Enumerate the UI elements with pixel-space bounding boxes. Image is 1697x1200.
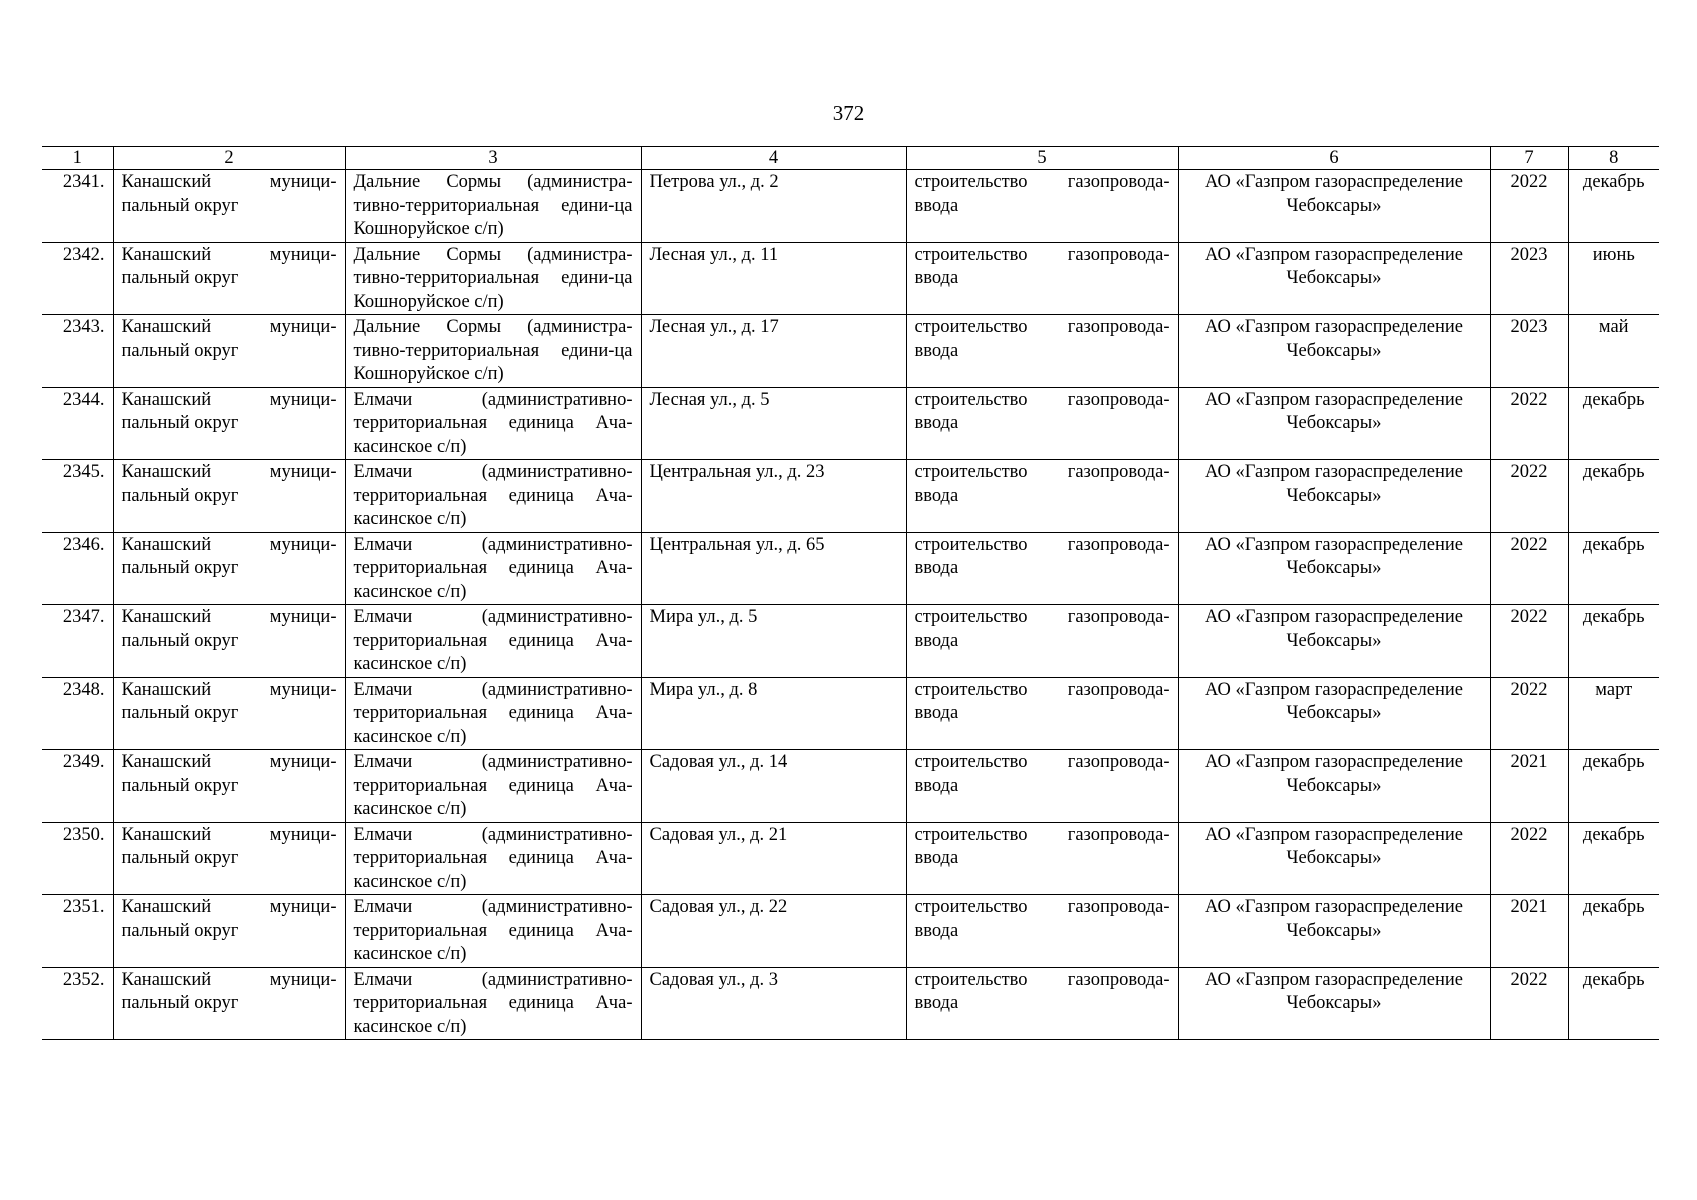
year-cell: 2022 <box>1490 387 1568 460</box>
work-type-cell: строительство газопровода-ввода <box>906 242 1178 315</box>
year-cell: 2022 <box>1490 532 1568 605</box>
year-cell: 2022 <box>1490 967 1568 1040</box>
table-row <box>42 315 1659 388</box>
organization-cell: АО «Газпром газораспределение Чебоксары» <box>1178 242 1490 315</box>
work-type-cell: строительство газопровода-ввода <box>906 170 1178 243</box>
organization-cell: АО «Газпром газораспределение Чебоксары» <box>1178 677 1490 750</box>
row-number-cell: 2346. <box>42 532 113 605</box>
row-number-cell: 2341. <box>42 170 113 243</box>
gasification-table <box>42 146 1659 1040</box>
district-cell: Канашский муници-пальный округ <box>113 387 345 460</box>
column-number-row <box>42 147 1659 170</box>
table-body <box>42 170 1659 1040</box>
locality-cell: Елмачи (административно-территориальная единица Ача-касинское с/п) <box>345 895 641 968</box>
column-header: 1 <box>42 147 113 170</box>
address-cell: Лесная ул., д. 5 <box>641 387 906 460</box>
address-cell: Мира ул., д. 8 <box>641 677 906 750</box>
month-cell: декабрь <box>1568 822 1659 895</box>
organization-cell: АО «Газпром газораспределение Чебоксары» <box>1178 387 1490 460</box>
table-row <box>42 532 1659 605</box>
organization-cell: АО «Газпром газораспределение Чебоксары» <box>1178 460 1490 533</box>
address-cell: Садовая ул., д. 22 <box>641 895 906 968</box>
row-number-cell: 2347. <box>42 605 113 678</box>
row-number-cell: 2348. <box>42 677 113 750</box>
row-number-cell: 2344. <box>42 387 113 460</box>
column-header: 2 <box>113 147 345 170</box>
work-type-cell: строительство газопровода-ввода <box>906 677 1178 750</box>
work-type-cell: строительство газопровода-ввода <box>906 895 1178 968</box>
work-type-cell: строительство газопровода-ввода <box>906 387 1178 460</box>
year-cell: 2022 <box>1490 170 1568 243</box>
table-row <box>42 677 1659 750</box>
table-row <box>42 750 1659 823</box>
column-header: 6 <box>1178 147 1490 170</box>
address-cell: Петрова ул., д. 2 <box>641 170 906 243</box>
month-cell: декабрь <box>1568 605 1659 678</box>
table-row <box>42 822 1659 895</box>
row-number-cell: 2350. <box>42 822 113 895</box>
locality-cell: Дальние Сормы (администра-тивно-территориальная едини-ца Кошноруйское с/п) <box>345 242 641 315</box>
year-cell: 2021 <box>1490 895 1568 968</box>
organization-cell: АО «Газпром газораспределение Чебоксары» <box>1178 605 1490 678</box>
year-cell: 2021 <box>1490 750 1568 823</box>
district-cell: Канашский муници-пальный округ <box>113 677 345 750</box>
district-cell: Канашский муници-пальный округ <box>113 242 345 315</box>
month-cell: декабрь <box>1568 895 1659 968</box>
organization-cell: АО «Газпром газораспределение Чебоксары» <box>1178 822 1490 895</box>
month-cell: июнь <box>1568 242 1659 315</box>
row-number-cell: 2349. <box>42 750 113 823</box>
district-cell: Канашский муници-пальный округ <box>113 170 345 243</box>
district-cell: Канашский муници-пальный округ <box>113 750 345 823</box>
locality-cell: Елмачи (административно-территориальная единица Ача-касинское с/п) <box>345 967 641 1040</box>
locality-cell: Дальние Сормы (администра-тивно-территориальная едини-ца Кошноруйское с/п) <box>345 315 641 388</box>
locality-cell: Елмачи (административно-территориальная единица Ача-касинское с/п) <box>345 677 641 750</box>
district-cell: Канашский муници-пальный округ <box>113 895 345 968</box>
row-number-cell: 2352. <box>42 967 113 1040</box>
work-type-cell: строительство газопровода-ввода <box>906 822 1178 895</box>
table-row <box>42 170 1659 243</box>
organization-cell: АО «Газпром газораспределение Чебоксары» <box>1178 315 1490 388</box>
table-row <box>42 460 1659 533</box>
column-header: 3 <box>345 147 641 170</box>
locality-cell: Елмачи (административно-территориальная единица Ача-касинское с/п) <box>345 387 641 460</box>
row-number-cell: 2343. <box>42 315 113 388</box>
locality-cell: Елмачи (административно-территориальная единица Ача-касинское с/п) <box>345 822 641 895</box>
organization-cell: АО «Газпром газораспределение Чебоксары» <box>1178 967 1490 1040</box>
table-row <box>42 242 1659 315</box>
locality-cell: Елмачи (административно-территориальная единица Ача-касинское с/п) <box>345 532 641 605</box>
work-type-cell: строительство газопровода-ввода <box>906 605 1178 678</box>
year-cell: 2022 <box>1490 822 1568 895</box>
district-cell: Канашский муници-пальный округ <box>113 460 345 533</box>
organization-cell: АО «Газпром газораспределение Чебоксары» <box>1178 170 1490 243</box>
address-cell: Мира ул., д. 5 <box>641 605 906 678</box>
district-cell: Канашский муници-пальный округ <box>113 822 345 895</box>
month-cell: март <box>1568 677 1659 750</box>
table-row <box>42 895 1659 968</box>
district-cell: Канашский муници-пальный округ <box>113 315 345 388</box>
organization-cell: АО «Газпром газораспределение Чебоксары» <box>1178 895 1490 968</box>
locality-cell: Елмачи (административно-территориальная единица Ача-касинское с/п) <box>345 750 641 823</box>
address-cell: Лесная ул., д. 17 <box>641 315 906 388</box>
year-cell: 2023 <box>1490 242 1568 315</box>
locality-cell: Дальние Сормы (администра-тивно-территориальная едини-ца Кошноруйское с/п) <box>345 170 641 243</box>
address-cell: Лесная ул., д. 11 <box>641 242 906 315</box>
row-number-cell: 2342. <box>42 242 113 315</box>
address-cell: Садовая ул., д. 21 <box>641 822 906 895</box>
organization-cell: АО «Газпром газораспределение Чебоксары» <box>1178 532 1490 605</box>
year-cell: 2023 <box>1490 315 1568 388</box>
table-row <box>42 967 1659 1040</box>
month-cell: декабрь <box>1568 460 1659 533</box>
page-number: 372 <box>832 101 865 125</box>
work-type-cell: строительство газопровода-ввода <box>906 967 1178 1040</box>
year-cell: 2022 <box>1490 460 1568 533</box>
month-cell: май <box>1568 315 1659 388</box>
district-cell: Канашский муници-пальный округ <box>113 967 345 1040</box>
organization-cell: АО «Газпром газораспределение Чебоксары» <box>1178 750 1490 823</box>
month-cell: декабрь <box>1568 387 1659 460</box>
locality-cell: Елмачи (административно-территориальная единица Ача-касинское с/п) <box>345 460 641 533</box>
column-header: 5 <box>906 147 1178 170</box>
month-cell: декабрь <box>1568 750 1659 823</box>
column-header: 7 <box>1490 147 1568 170</box>
address-cell: Садовая ул., д. 3 <box>641 967 906 1040</box>
table-row <box>42 387 1659 460</box>
work-type-cell: строительство газопровода-ввода <box>906 750 1178 823</box>
month-cell: декабрь <box>1568 967 1659 1040</box>
work-type-cell: строительство газопровода-ввода <box>906 315 1178 388</box>
locality-cell: Елмачи (административно-территориальная единица Ача-касинское с/п) <box>345 605 641 678</box>
month-cell: декабрь <box>1568 170 1659 243</box>
address-cell: Садовая ул., д. 14 <box>641 750 906 823</box>
address-cell: Центральная ул., д. 23 <box>641 460 906 533</box>
year-cell: 2022 <box>1490 677 1568 750</box>
district-cell: Канашский муници-пальный округ <box>113 532 345 605</box>
table-header <box>42 147 1659 170</box>
row-number-cell: 2345. <box>42 460 113 533</box>
year-cell: 2022 <box>1490 605 1568 678</box>
district-cell: Канашский муници-пальный округ <box>113 605 345 678</box>
row-number-cell: 2351. <box>42 895 113 968</box>
month-cell: декабрь <box>1568 532 1659 605</box>
table-row <box>42 605 1659 678</box>
address-cell: Центральная ул., д. 65 <box>641 532 906 605</box>
column-header: 4 <box>641 147 906 170</box>
work-type-cell: строительство газопровода-ввода <box>906 460 1178 533</box>
work-type-cell: строительство газопровода-ввода <box>906 532 1178 605</box>
column-header: 8 <box>1568 147 1659 170</box>
